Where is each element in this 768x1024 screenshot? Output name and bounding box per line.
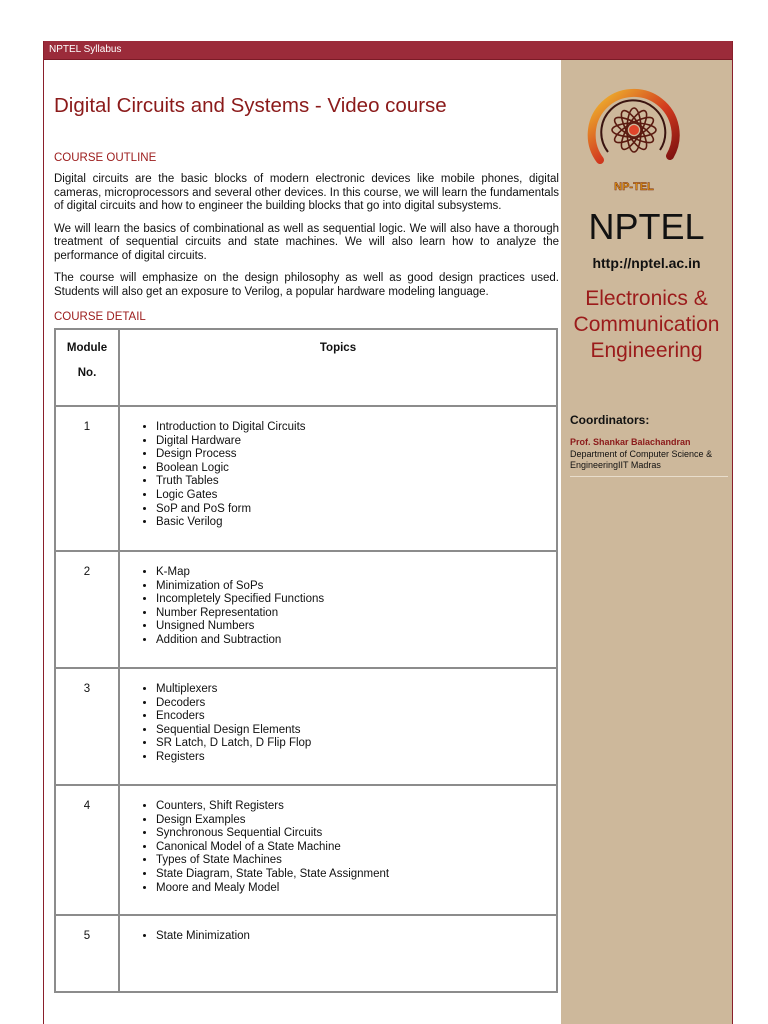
module-number: 5 (55, 915, 119, 992)
nptel-logo (586, 80, 682, 196)
topic-item: • Digital Hardware (156, 435, 556, 449)
course-detail-heading: COURSE DETAIL (54, 311, 146, 323)
coordinators-label: Coordinators: (570, 413, 650, 427)
divider (570, 476, 728, 477)
topic-item: • State Minimization (156, 930, 556, 944)
site-url[interactable]: http://nptel.ac.in (592, 255, 701, 271)
org-name: NPTEL (588, 206, 705, 247)
topic-item: • Design Examples (156, 814, 556, 828)
topic-item: • Logic Gates (156, 489, 556, 503)
page-title: Digital Circuits and Systems - Video course (54, 94, 447, 117)
logo-text: NP-TEL (614, 181, 654, 193)
topic-item: • Decoders (156, 697, 556, 711)
table-row (55, 915, 557, 992)
topic-item: • Minimization of SoPs (156, 580, 556, 594)
topic-item: • Truth Tables (156, 475, 556, 489)
topics-column-header: Topics (119, 329, 557, 406)
topic-list (138, 683, 556, 765)
topic-item: • Introduction to Digital Circuits (156, 421, 556, 435)
topic-item: • Moore and Mealy Model (156, 882, 556, 896)
department-name (561, 286, 732, 364)
module-number: 3 (55, 668, 119, 785)
module-topics (119, 668, 557, 785)
outline-paragraph: We will learn the basics of combinational as well as sequential logic. We will also have a thorough treatment of sequential circuits and state machines. We will also learn how to analyze the performance of digital circuits. (54, 222, 559, 262)
topic-item: • Synchronous Sequential Circuits (156, 827, 556, 841)
topic-item: • Boolean Logic (156, 462, 556, 476)
module-number: 1 (55, 406, 119, 551)
page-frame (43, 41, 733, 1024)
table-row (55, 406, 557, 551)
module-number: 2 (55, 551, 119, 668)
outline-paragraph: Digital circuits are the basic blocks of modern electronic devices like mobile phones, digital cameras, microprocessors and several other devices. In this course, we will learn the fundamentals of digital circuits and how to engineer the building blocks that go into digital subsystems. (54, 173, 559, 212)
department-line: Engineering (590, 339, 703, 362)
topic-item: • SR Latch, D Latch, D Flip Flop (156, 737, 556, 751)
coordinator-name: Prof. Shankar Balachandran (570, 437, 691, 447)
topic-item: • Incompletely Specified Functions (156, 593, 556, 607)
topic-list (138, 800, 556, 895)
table-row (55, 668, 557, 785)
main-content (54, 60, 559, 1024)
table-row (55, 785, 557, 915)
module-number: 4 (55, 785, 119, 915)
department-line: Communication (573, 313, 720, 336)
topic-item: • Basic Verilog (156, 516, 556, 530)
topic-item: • Number Representation (156, 607, 556, 621)
course-outline-heading: COURSE OUTLINE (54, 152, 157, 164)
module-header-line2: No. (77, 367, 97, 379)
table-row (55, 551, 557, 668)
header-bar: NPTEL Syllabus (44, 41, 732, 60)
topic-item: • Encoders (156, 710, 556, 724)
department-line: Electronics & (585, 287, 708, 310)
topic-item: • Multiplexers (156, 683, 556, 697)
coordinator-affiliation: Department of Computer Science & EngineeringIIT Madras (570, 449, 713, 470)
topic-item: • Types of State Machines (156, 854, 556, 868)
module-header-line1: Module (66, 342, 108, 354)
outline-paragraph: The course will emphasize on the design philosophy as well as good design practices used. Students will also get an exposure to Verilog, a popular hardware modeling language. (54, 272, 559, 298)
module-topics (119, 406, 557, 551)
topic-item: • Canonical Model of a State Machine (156, 841, 556, 855)
topic-item: • SoP and PoS form (156, 503, 556, 517)
topic-item: • Unsigned Numbers (156, 620, 556, 634)
module-column-header (55, 329, 119, 406)
topic-item: • Sequential Design Elements (156, 724, 556, 738)
topic-item: • Counters, Shift Registers (156, 800, 556, 814)
topic-item: • Addition and Subtraction (156, 634, 556, 648)
table-header-row (55, 329, 557, 406)
topic-list (138, 930, 556, 944)
course-detail-table (54, 328, 558, 993)
module-topics (119, 551, 557, 668)
topic-list (138, 566, 556, 648)
topic-item: • Design Process (156, 448, 556, 462)
topic-item: • K-Map (156, 566, 556, 580)
topic-item: • State Diagram, State Table, State Assignment (156, 868, 556, 882)
module-topics (119, 785, 557, 915)
topic-item: • Registers (156, 751, 556, 765)
topic-list (138, 421, 556, 530)
sidebar (561, 60, 732, 1024)
module-topics (119, 915, 557, 992)
